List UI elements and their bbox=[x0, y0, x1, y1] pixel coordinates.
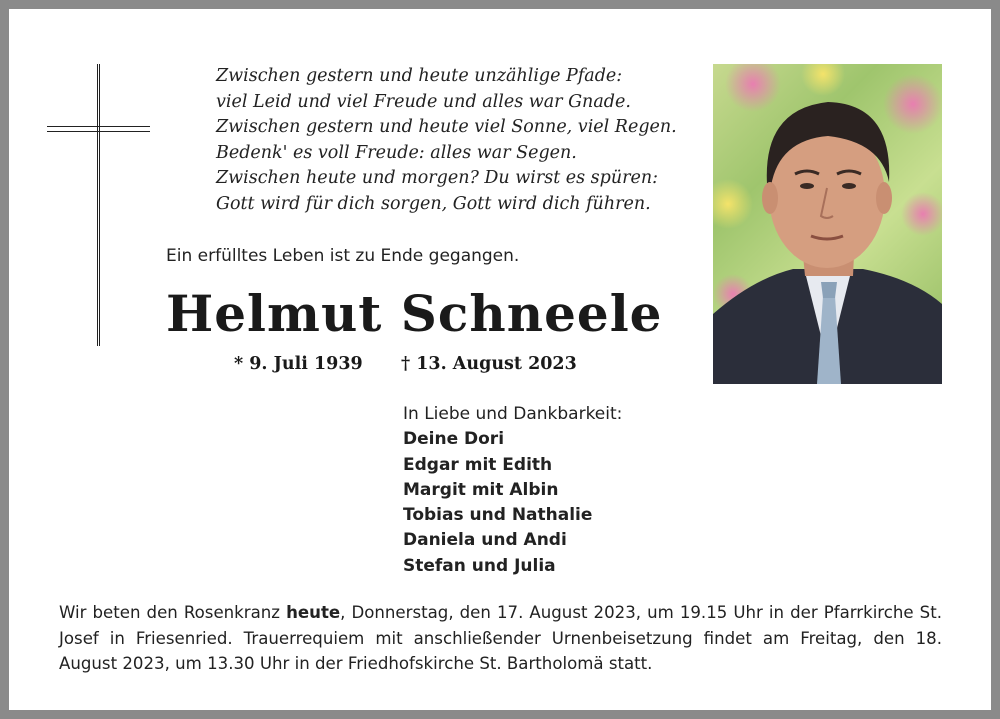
family-member: Stefan und Julia bbox=[403, 555, 556, 576]
poem-line: viel Leid und viel Freude und alles war Gnade. bbox=[216, 91, 631, 112]
family-member: Tobias und Nathalie bbox=[403, 505, 593, 526]
family-member: Margit mit Albin bbox=[403, 479, 559, 500]
poem-line: Zwischen heute und morgen? Du wirst es spüren: bbox=[216, 168, 659, 189]
service-notice bbox=[59, 600, 942, 677]
notice-highlight: heute bbox=[286, 603, 341, 622]
portrait-photo bbox=[713, 64, 942, 384]
notice-text-rest: , Donnerstag, den 17. August 2023, um 19.15 Uhr in der Pfarrkirche St. Josef in Friesenried. Trauerrequiem mit anschließender Urnenbeisetzung findet am Freitag, den 18. August 2023, um 13.30 Uhr in der Friedhofskirche St. Bartholomä statt. bbox=[59, 603, 942, 673]
poem-line: Gott wird für dich sorgen, Gott wird dich führen. bbox=[216, 193, 651, 214]
family-member: Edgar mit Edith bbox=[403, 454, 553, 475]
birth-date: * 9. Juli 1939 bbox=[234, 354, 363, 374]
poem bbox=[216, 64, 706, 218]
family-list bbox=[403, 427, 622, 579]
cross-icon bbox=[97, 64, 100, 346]
family-member: Daniela und Andi bbox=[403, 530, 567, 551]
poem-line: Bedenk' es voll Freude: alles war Segen. bbox=[216, 142, 577, 163]
cross-icon-bar bbox=[47, 126, 150, 132]
thanks-section bbox=[403, 402, 622, 579]
poem-line: Zwischen gestern und heute viel Sonne, viel Regen. bbox=[216, 117, 677, 138]
intro-text: Ein erfülltes Leben ist zu Ende gegangen. bbox=[166, 246, 520, 266]
deceased-name: Helmut Schneele bbox=[166, 284, 663, 343]
thanks-label: In Liebe und Dankbarkeit: bbox=[403, 404, 623, 424]
death-date: † 13. August 2023 bbox=[401, 354, 577, 374]
notice-text: Wir beten den Rosenkranz bbox=[59, 603, 287, 622]
poem-line: Zwischen gestern und heute unzählige Pfade: bbox=[216, 66, 623, 86]
family-member: Deine Dori bbox=[403, 429, 505, 450]
